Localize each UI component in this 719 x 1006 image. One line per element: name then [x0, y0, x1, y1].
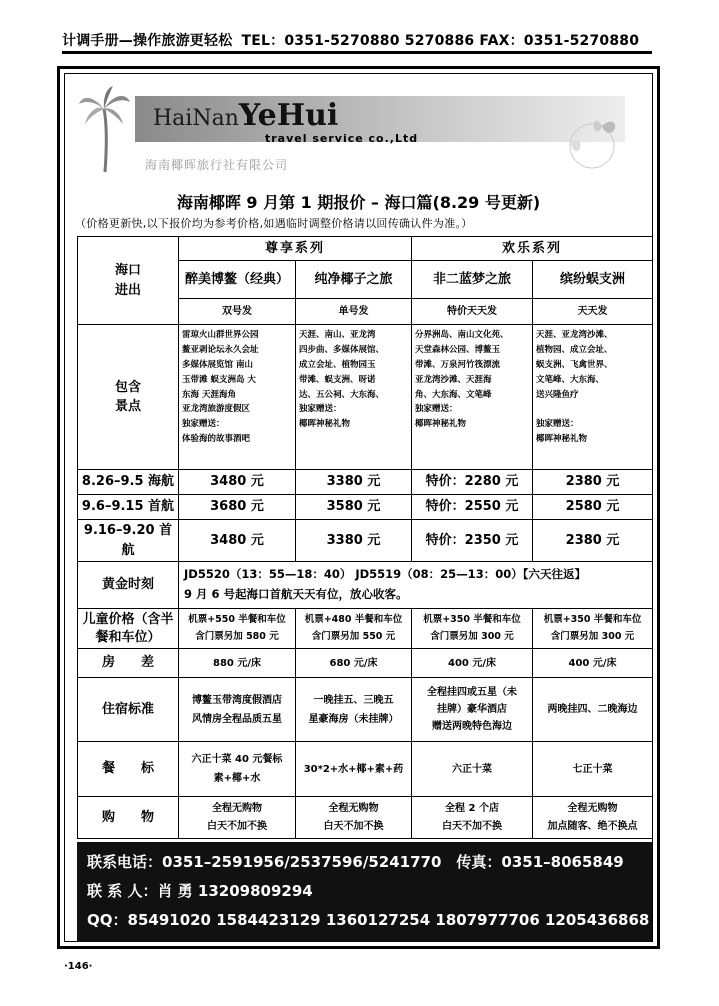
- price-cell: 特价：2350 元: [412, 520, 533, 562]
- product-name: 非二蓝梦之旅: [412, 261, 533, 299]
- meal-cell: 七正十菜: [533, 742, 653, 797]
- shopping-cell: 全程无购物 加点随客、绝不换点: [533, 797, 653, 839]
- price-cell: 2580 元: [533, 495, 653, 520]
- child-price-cell: 机票+550 半餐和车位 含门票另加 580 元: [179, 609, 296, 649]
- company-cn-name: 海南椰晖旅行社有限公司: [145, 158, 289, 172]
- hotel-label: 住宿标准: [78, 678, 179, 742]
- shopping-cell: 全程无购物 白天不加不换: [179, 797, 296, 839]
- price-cell: 2380 元: [533, 470, 653, 495]
- child-price-cell: 机票+350 半餐和车位 含门票另加 300 元: [412, 609, 533, 649]
- hotel-cell: 全程挂四或五星（未 挂牌）豪华酒店 赠送两晚特色海边: [412, 678, 533, 742]
- price-cell: 2380 元: [533, 520, 653, 562]
- page-frame: [57, 66, 660, 949]
- company-logo: [153, 98, 338, 133]
- price-cell: 3580 元: [296, 495, 412, 520]
- header-title: 计调手册—操作旅游更轻松: [62, 33, 233, 49]
- golden-time-label: 黄金时刻: [78, 562, 179, 609]
- butterfly-icon: [562, 112, 622, 172]
- child-price-row: [78, 609, 653, 649]
- meal-row: [78, 742, 653, 797]
- shopping-label: 购 物: [78, 797, 179, 839]
- company-tagline: travel service co.,Ltd: [265, 132, 419, 145]
- price-cell: 特价：2280 元: [412, 470, 533, 495]
- room-diff-label: 房 差: [78, 649, 179, 678]
- price-row: [78, 495, 653, 520]
- page-header: [62, 30, 652, 54]
- contact-box: [77, 842, 652, 942]
- contact-phone-fax: 联系电话：0351–2591956/2537596/5241770 传真：0351–8065849: [87, 853, 624, 871]
- product-name: 醉美博鳌（经典）: [179, 261, 296, 299]
- meal-cell: 30*2+水+椰+素+药: [296, 742, 412, 797]
- price-row: [78, 470, 653, 495]
- meal-cell: 六正十菜: [412, 742, 533, 797]
- shopping-cell: 全程 2 个店 白天不加不换: [412, 797, 533, 839]
- child-price-label: 儿童价格（含半餐和车位）: [78, 609, 179, 649]
- spots-cell: 分界洲岛、南山文化苑、 天堂森林公园、博鳌玉 带滩、万泉河竹筏漂流 亚龙湾沙滩、天涯海 角、大东海、文笔峰 独家赠送： 椰晖神秘礼物: [412, 325, 533, 470]
- hotel-cell: 两晚挂四、二晚海边: [533, 678, 653, 742]
- price-row: [78, 520, 653, 562]
- page-number: ·146·: [64, 961, 93, 972]
- room-diff-cell: 400 元/床: [412, 649, 533, 678]
- product-name: 缤纷蜈支洲: [533, 261, 653, 299]
- date-range: 9.16–9.20 首航: [78, 520, 179, 562]
- golden-note: 9 月 6 号起海口首航天天有位，放心收客。: [184, 587, 408, 601]
- spots-row: [78, 325, 653, 470]
- spots-cell: 雷琼火山群世界公园 鳌亚剥论坛永久会址 多媒体展览馆 南山 玉带滩 蜈支洲岛 大 东海 天涯海角 亚龙湾旅游度假区 独家赠送： 体验海的故事酒吧: [179, 325, 296, 470]
- company-banner: [65, 74, 652, 184]
- meal-cell: 六正十菜 40 元餐标 素+椰+水: [179, 742, 296, 797]
- logo-prefix: HaiNan: [153, 106, 239, 131]
- hotel-row: [78, 678, 653, 742]
- palm-tree-icon: [77, 84, 132, 174]
- schedule-cell: 特价天天发: [412, 299, 533, 325]
- logo-main: YeHui: [238, 98, 339, 133]
- spots-label: 包含 景点: [78, 325, 179, 470]
- room-diff-row: [78, 649, 653, 678]
- product-name: 纯净椰子之旅: [296, 261, 412, 299]
- departure-header: 海口 进出: [78, 237, 179, 325]
- schedule-cell: 单号发: [296, 299, 412, 325]
- room-diff-cell: 880 元/床: [179, 649, 296, 678]
- child-price-cell: 机票+350 半餐和车位 含门票另加 300 元: [533, 609, 653, 649]
- hotel-cell: 博鳌玉带湾度假酒店 风情房全程品质五星: [179, 678, 296, 742]
- inner-frame: [64, 73, 653, 942]
- series-joy: 欢乐系列: [412, 237, 653, 261]
- contact-person: 联 系 人：肖 勇 13209809294: [87, 882, 313, 900]
- contact-qq: QQ：85491020 1584423129 1360127254 1807977706 1205436868: [87, 911, 650, 929]
- date-range: 9.6–9.15 首航: [78, 495, 179, 520]
- price-cell: 3680 元: [179, 495, 296, 520]
- price-cell: 3380 元: [296, 470, 412, 495]
- meal-label: 餐 标: [78, 742, 179, 797]
- schedule-cell: 双号发: [179, 299, 296, 325]
- series-premium: 尊享系列: [179, 237, 412, 261]
- header-rule: [62, 51, 652, 54]
- hotel-cell: 一晚挂五、三晚五 星豪海房（未挂牌）: [296, 678, 412, 742]
- series-row: [78, 237, 653, 261]
- price-cell: 3480 元: [179, 520, 296, 562]
- page-title: 海南椰晖 9 月第 1 期报价 – 海口篇(8.29 号更新): [176, 193, 541, 212]
- price-cell: 3380 元: [296, 520, 412, 562]
- spots-cell: 天涯、南山、亚龙湾 四步曲、多媒体展馆、 成立会址、植物园玉 带滩、蜈支洲、呀诺 达、五公祠、大东海、 独家赠送： 椰晖神秘礼物: [296, 325, 412, 470]
- room-diff-cell: 400 元/床: [533, 649, 653, 678]
- price-table: [77, 236, 653, 839]
- shopping-row: [78, 797, 653, 839]
- price-cell: 3480 元: [179, 470, 296, 495]
- flight-times: JD5520（13：55—18：40） JD5519（08：25—13：00）【六天往返】: [184, 567, 586, 582]
- date-range: 8.26–9.5 海航: [78, 470, 179, 495]
- page-subtitle: （价格更新快,以下报价均为参考价格,如遇临时调整价格请以回传确认件为准。）: [75, 217, 473, 230]
- schedule-cell: 天天发: [533, 299, 653, 325]
- golden-time-row: [78, 562, 653, 609]
- child-price-cell: 机票+480 半餐和车位 含门票另加 550 元: [296, 609, 412, 649]
- header-phones: TEL：0351-5270880 5270886 FAX：0351-5270880: [241, 33, 640, 49]
- golden-time-cell: [179, 562, 653, 609]
- room-diff-cell: 680 元/床: [296, 649, 412, 678]
- spots-cell: 天涯、亚龙湾沙滩、 植物园、成立会址、 蜈支洲、飞禽世界、 文笔峰、大东海、 送兴隆鱼疗 独家赠送： 椰晖神秘礼物: [533, 325, 653, 470]
- shopping-cell: 全程无购物 白天不加不换: [296, 797, 412, 839]
- price-cell: 特价：2550 元: [412, 495, 533, 520]
